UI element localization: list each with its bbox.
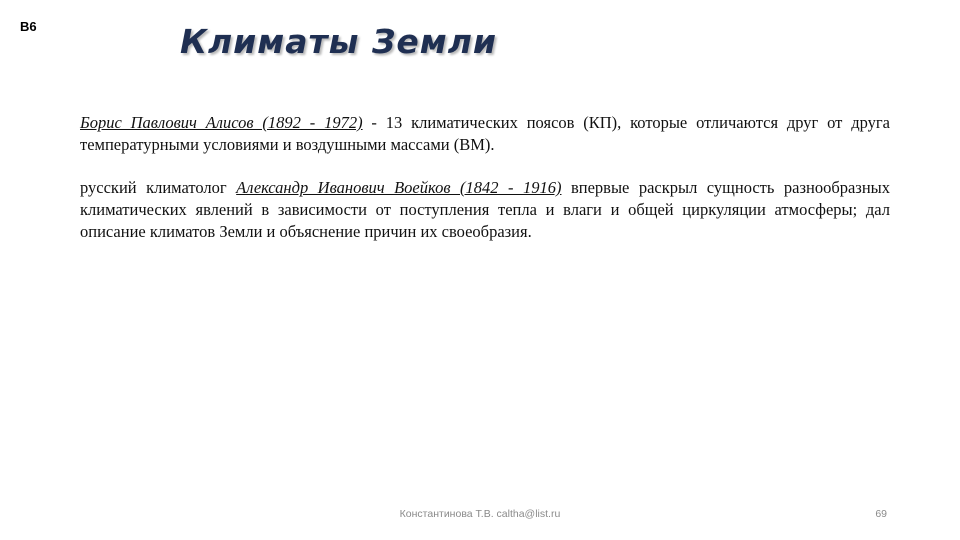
paragraph-alisov <box>80 112 890 156</box>
voeikov-intro: русский климатолог <box>80 178 237 197</box>
alisov-reference: Борис Павлович Алисов (1892 - 1972) <box>80 113 363 132</box>
footer-author: Константинова Т.В. caltha@list.ru <box>399 508 561 520</box>
slide-title: Климаты Земли <box>180 22 498 61</box>
paragraph-voeikov <box>80 177 890 243</box>
voeikov-description: впервые раскрыл сущность разнообразных климатических явлений в зависимости от поступления тепла и влаги и общей циркуляции атмосферы; дал описание климатов Земли и объяснение причин их своеобразия. <box>80 178 890 241</box>
voeikov-reference: Александр Иванович Воейков (1842 - 1916) <box>236 178 562 197</box>
page-number: 69 <box>875 508 887 520</box>
slide-code-label: В6 <box>20 19 37 34</box>
alisov-description: - 13 климатических поясов (КП), которые отличаются друг от друга температурными условиями и воздушными массами (ВМ). <box>80 113 890 154</box>
